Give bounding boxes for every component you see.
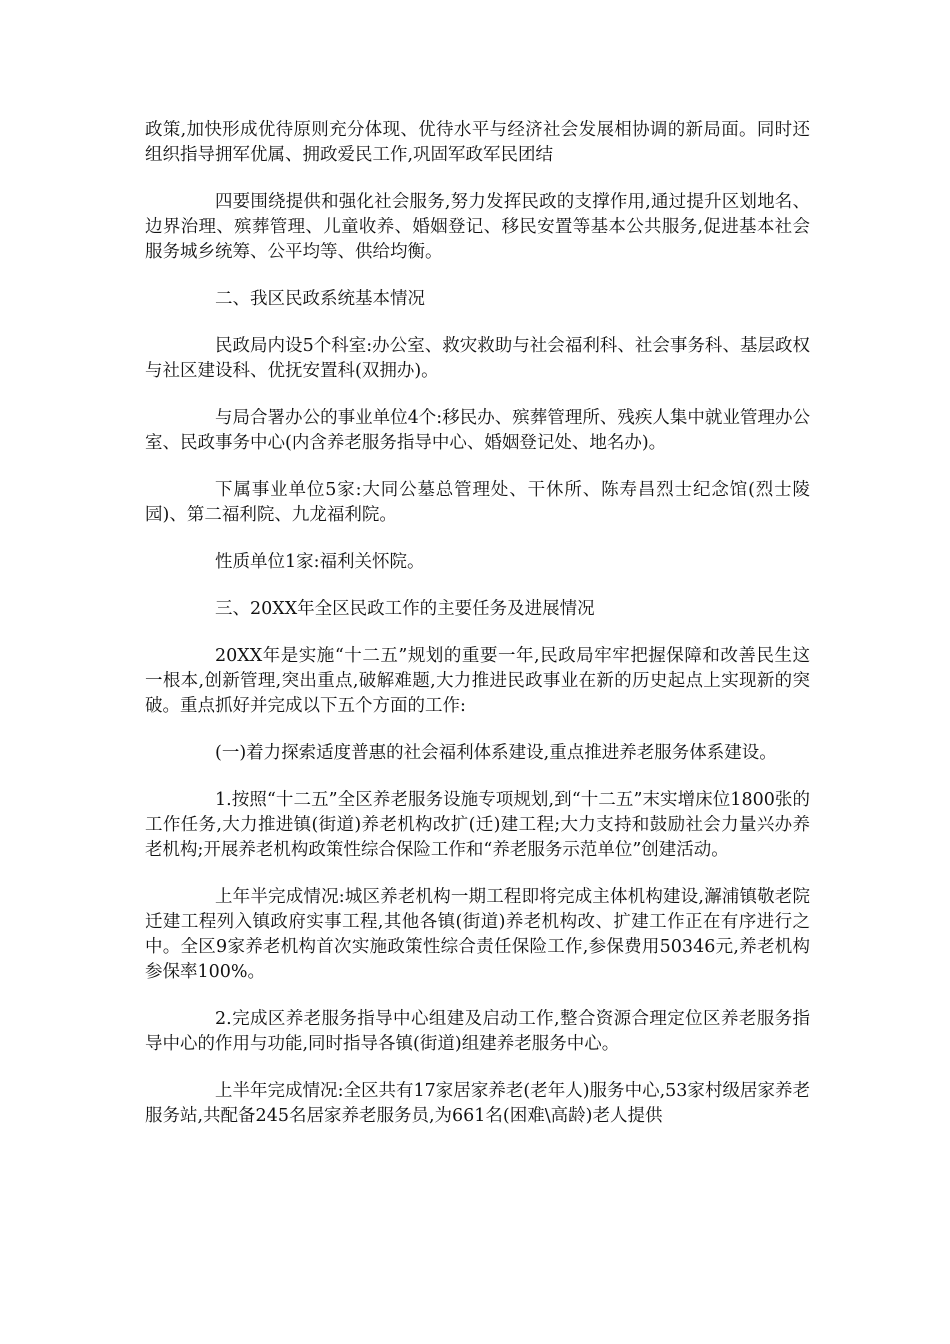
document-body (145, 118, 810, 1151)
section-heading-basic-situation: 二、我区民政系统基本情况 (215, 289, 425, 309)
paragraph-departments: 民政局内设5个科室:办公室、救灾救助与社会福利科、社会事务科、基层政权与社区建设科、优抚安置科(双拥办)。 (145, 336, 810, 381)
subheading-welfare-system: (一)着力探索适度普惠的社会福利体系建设,重点推进养老服务体系建设。 (215, 743, 777, 763)
paragraph-nature-unit: 性质单位1家:福利关怀院。 (215, 552, 425, 572)
paragraph-progress-2: 上半年完成情况:全区共有17家居家养老(老年人)服务中心,53家村级居家养老服务站,共配备245名居家养老服务员,为661名(困难\高龄)老人提供 (145, 1081, 810, 1126)
paragraph-joint-units: 与局合署办公的事业单位4个:移民办、殡葬管理所、残疾人集中就业管理办公室、民政事务中心(内含养老服务指导中心、婚姻登记处、地名办)。 (145, 408, 810, 453)
paragraph-progress-1: 上年半完成情况:城区养老机构一期工程即将完成主体机构建设,澥浦镇敬老院迁建工程列入镇政府实事工程,其他各镇(街道)养老机构改、扩建工作正在有序进行之中。全区9家养老机构首次实施政策性综合责任保险工作,参保费用50346元,养老机构参保率100%。 (145, 887, 810, 982)
paragraph-policy-continuation: 政策,加快形成优待原则充分体现、优待水平与经济社会发展相协调的新局面。同时还组织指导拥军优属、拥政爱民工作,巩固军政军民团结 (145, 120, 810, 165)
paragraph-social-services: 四要围绕提供和强化社会服务,努力发挥民政的支撑作用,通过提升区划地名、边界治理、殡葬管理、儿童收养、婚姻登记、移民安置等基本公共服务,促进基本社会服务城乡统筹、公平均等、供给均衡。 (145, 192, 810, 262)
paragraph-task-2: 2.完成区养老服务指导中心组建及启动工作,整合资源合理定位区养老服务指导中心的作用与功能,同时指导各镇(街道)组建养老服务中心。 (145, 1009, 810, 1054)
section-heading-main-tasks: 三、20XX年全区民政工作的主要任务及进展情况 (215, 599, 595, 619)
paragraph-task-1: 1.按照“十二五”全区养老服务设施专项规划,到“十二五”末实增床位1800张的工作任务,大力推进镇(街道)养老机构改扩(迁)建工程;大力支持和鼓励社会力量兴办养老机构;开展养老机构政策性综合保险工作和“养老服务示范单位”创建活动。 (145, 790, 810, 860)
paragraph-year-overview: 20XX年是实施“十二五”规划的重要一年,民政局牢牢把握保障和改善民生这一根本,创新管理,突出重点,破解难题,大力推进民政事业在新的历史起点上实现新的突破。重点抓好并完成以下五个方面的工作: (145, 646, 810, 716)
paragraph-subordinate-units: 下属事业单位5家:大同公墓总管理处、干休所、陈寿昌烈士纪念馆(烈士陵园)、第二福利院、九龙福利院。 (145, 480, 810, 525)
